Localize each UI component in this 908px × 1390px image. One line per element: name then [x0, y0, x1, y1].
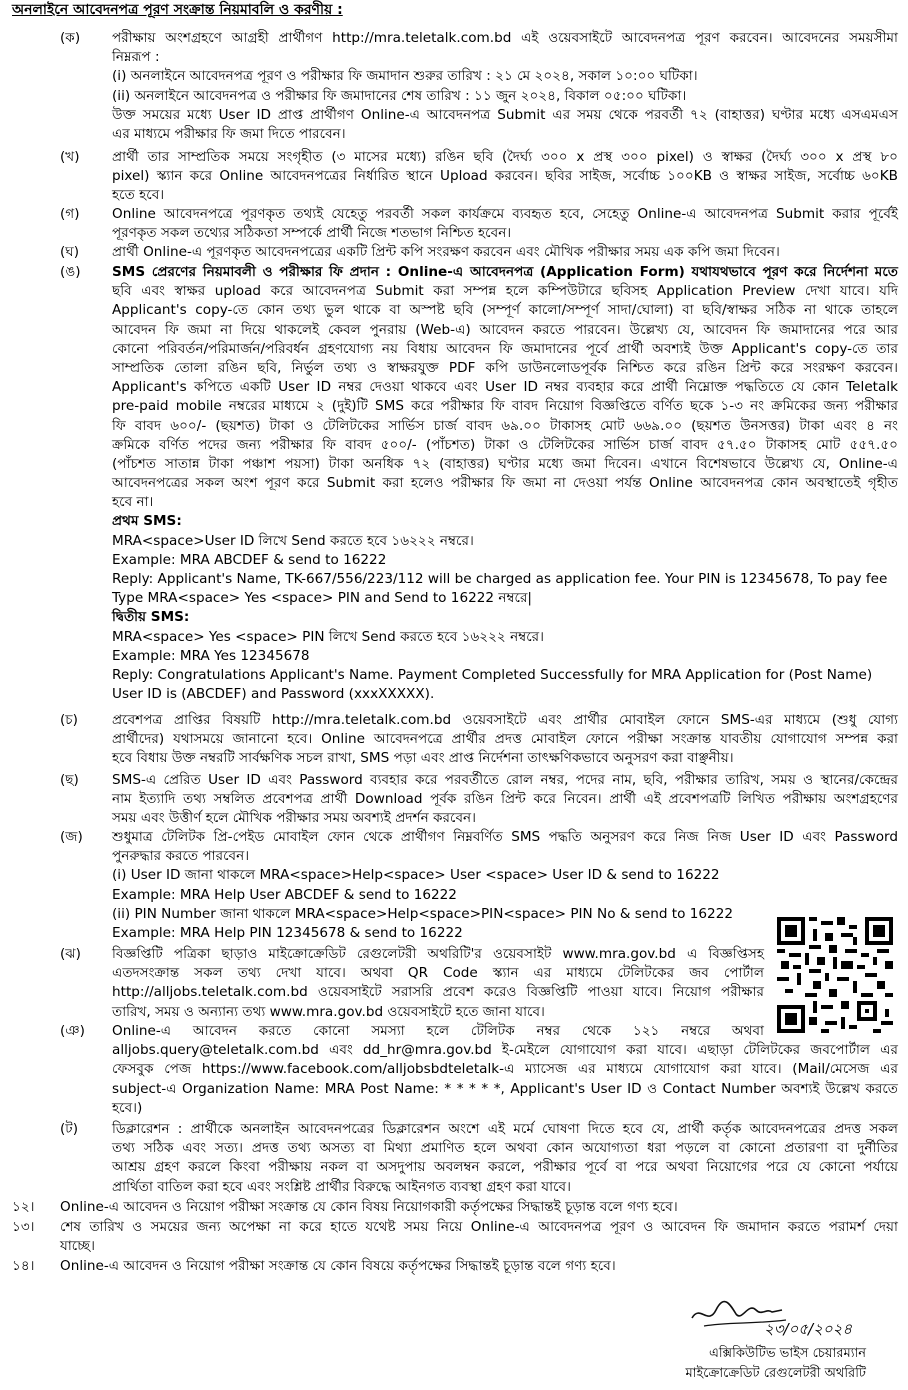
qr-code-icon[interactable]	[777, 917, 893, 1033]
section-body	[112, 29, 898, 144]
text-line: Online আবেদনপত্রে পূরণকৃত তথ্যই যেহেতু পরবর্তী সকল কার্যক্রমে ব্যবহৃত হবে, সেহেতু Online-এ আবেদনপত্র Submit করার পূর্বেই	[112, 206, 898, 222]
item-number: ১৩।	[12, 1219, 35, 1235]
section-label: (ক)	[60, 30, 81, 46]
section-body	[112, 205, 898, 243]
section-body	[112, 711, 898, 769]
text-line: শুধুমাত্র টেলিটক প্রি-পেইড মোবাইল ফোন থেকে প্রার্থীগণ নিম্নবর্ণিত SMS পদ্ধতি অনুসরণ করে নিজ নিজ User ID এবং Password	[112, 829, 898, 845]
text-line: যাচ্ছে।	[60, 1238, 95, 1255]
text-line: ছবি এবং স্বাক্ষর upload করে আবেদনপত্র Submit করা সম্পন্ন হলে কম্পিউটারে ছবিসহ Application Preview দেখা যাবে। যদি	[112, 283, 898, 300]
section-body	[112, 263, 898, 704]
text-line: বিজ্ঞপ্তিটি পত্রিকা ছাড়াও মাইক্রোক্রেডিট রেগুলেটরী অথরিটি'র ওয়েবসাইট www.mra.gov.bd এ বিজ্ঞপ্তিসহ	[112, 946, 764, 962]
section-label: (ঞ)	[60, 1023, 85, 1039]
text-line: পুনরুদ্ধার করতে পারবেন।	[112, 848, 250, 865]
text-line: কোনো পরিবর্তন/পরিমার্জন/পরিবর্ধন গ্রহণযোগ্য নয় বিধায় আবেদন ফি জমাদানের পূর্বে প্রার্থী অবশ্যই উক্ত Applicant's copy-তে তার	[112, 340, 898, 357]
text-line: subject-এ Organization Name: MRA Post Name: * * * * *, Applicant's User ID ও Contact Number অবশ্যই উল্লেখ করতে	[112, 1080, 898, 1097]
text-line: User ID is (ABCDEF) and Password (xxxXXXXX).	[112, 686, 435, 703]
text-line: Online-এ আবেদন করতে কোনো সমস্যা হলে টেলিটক নম্বর থেকে ১২১ নম্বরে অথবা	[112, 1023, 764, 1039]
text-line: এতদসংক্রান্ত সকল তথ্য দেখা যাবে। অথবা QR Code স্ক্যান এর মাধ্যমে টেলিটকের জব পোর্টাল	[112, 965, 764, 982]
text-line: MRA<space> Yes <space> PIN লিখে Send করতে হবে ১৬২২২ নম্বরে।	[112, 628, 545, 645]
text-line: Applicant's কপিতে একটি User ID নম্বর দেওয়া থাকবে এবং User ID নম্বর ব্যবহার করে প্রার্থী নিম্নোক্ত পদ্ধতিতে যে কোন Teletalk	[112, 379, 898, 396]
text-line: Online-এ আবেদন ও নিয়োগ পরীক্ষা সংক্রান্ত যে কোন বিষয়ে কর্তৃপক্ষের সিদ্ধান্তই চূড়ান্ত বলে গণ্য হবে।	[60, 1258, 616, 1274]
text-line: Type MRA<space> Yes <space> PIN and Send to 16222 নম্বরে|	[112, 590, 533, 607]
sms-title: প্রথম SMS:	[112, 513, 182, 530]
item-body	[60, 1257, 898, 1276]
text-line: উক্ত সময়ের মধ্যে User ID প্রাপ্ত প্রার্থীগণ Online-এ আবেদনপত্র Submit এর সময় থেকে পরবর্তী ৭২ (বাহাত্তর) ঘণ্টার মধ্যে এসএমএস	[112, 106, 898, 123]
text-line: পূরণকৃত সকল তথ্যের সঠিকতা সম্পর্কে প্রার্থী নিজে শতভাগ নিশ্চিত হবেন।	[112, 225, 512, 242]
section-body	[112, 1120, 898, 1197]
text-line: ফি বাবদ ৬০০/- (ছয়শত) টাকা ও টেলিটকের সার্ভিস চার্জ বাবদ ৬৯.০০ টাকাসহ মোট ৬৬৯.০০ (ছয়শত উনসত্তর) টাকা এবং ৪ নং	[112, 417, 898, 434]
text-line: তারিখ, সময় ও অন্যান্য তথ্য www.mra.gov.bd ওয়েবসাইটে হতে জানা যাবে।	[112, 1003, 545, 1020]
text-line: (i) অনলাইনে আবেদনপত্র পূরণ ও পরীক্ষার ফি জমাদান শুরুর তারিখ : ২১ মে ২০২৪, সকাল ১০:০০ ঘটিকা।	[112, 68, 698, 85]
text-line: (ii) অনলাইনে আবেদনপত্র ও পরীক্ষার ফি জমাদানের শেষ তারিখ : ১১ জুন ২০২৪, বিকাল ০৫:০০ ঘটিকা।	[112, 87, 687, 104]
text-line: Example: MRA Help PIN 12345678 & send to 16222	[112, 925, 463, 941]
text-line: প্রার্থী তার সাম্প্রতিক সময়ে সংগৃহীত (৩ মাসের মধ্যে) রঙিন ছবি (দৈর্ঘ্য ৩০০ x প্রস্থ ৩০০ pixel) ও স্বাক্ষর (দৈর্ঘ্য ৩০০ x প্রস্থ ৮০	[112, 149, 898, 165]
page-title: অনলাইনে আবেদনপত্র পূরণ সংক্রান্ত নিয়মাবলি ও করণীয় :	[12, 2, 343, 18]
text-line: হবে।)	[112, 1099, 143, 1116]
section-body	[112, 1022, 898, 1118]
text-line: SMS-এ প্রেরিত User ID এবং Password ব্যবহার করে পরবর্তীতে রোল নম্বর, পদের নাম, ছবি, পরীক্ষার তারিখ, সময় ও স্থানের/কেন্দ্রের	[112, 772, 898, 788]
section-label: (চ)	[60, 712, 78, 728]
text-line: হবে বিধায় উক্ত নম্বরটি সার্বক্ষণিক সচল রাখা, SMS পড়া এবং প্রাপ্ত নির্দেশনা তাৎক্ষণিকভাবে অনুসরণ করা বাঞ্ছনীয়।	[112, 750, 734, 767]
text-line: প্রার্থিতা বাতিল করা হবে এবং সংশ্লিষ্ট প্রার্থীর বিরুদ্ধে আইনগত ব্যবস্থা গ্রহণ করা যাবে।	[112, 1178, 571, 1195]
text-line: প্রবেশপত্র প্রাপ্তির বিষয়টি http://mra.teletalk.com.bd ওয়েবসাইটে এবং প্রার্থীর মোবাইল ফোনে SMS-এর মাধ্যমে (শুধু যোগ্য	[112, 712, 898, 728]
item-body	[60, 1218, 898, 1256]
text-line: (ii) PIN Number জানা থাকলে MRA<space>Help<space>PIN<space> PIN No & send to 16222	[112, 905, 733, 922]
text-line: SMS প্রেরণের নিয়মাবলী ও পরীক্ষার ফি প্রদান : Online-এ আবেদনপত্র (Application Form) যথাযথভাবে পূরণ করে নির্দেশনা মতে	[112, 264, 898, 280]
section-label: (ঝ)	[60, 946, 81, 962]
text-line: শেষ তারিখ ও সময়ের জন্য অপেক্ষা না করে হাতে যথেষ্ট সময় নিয়ে Online-এ আবেদনপত্র পূরণ ও আবেদন ফি জমাদান করতে পরামর্শ দেয়া	[60, 1219, 898, 1235]
section-label: (ঘ)	[60, 244, 80, 260]
text-line: Applicant's copy-তে কোন তথ্য ভুল থাকে বা অস্পষ্ট ছবি (সম্পূর্ণ কালো/সম্পূর্ণ সাদা/ঘোলা) বা ছবি/স্বাক্ষর সঠিক না থাকে তাহলে	[112, 302, 898, 319]
text-line: (i) User ID জানা থাকলে MRA<space>Help<space> User <space> User ID & send to 16222	[112, 867, 720, 884]
sms-title: দ্বিতীয় SMS:	[112, 609, 190, 626]
text-line: আবেদন ফি জমা না দিয়ে থাকলেই কেবল পুনরায় (Web-এ) আবেদন করতে পারবেন। উল্লেখ্য যে, আবেদন ফি জমাদানের পরে আর	[112, 321, 898, 338]
item-number: ১২।	[12, 1199, 35, 1215]
section-label: (ছ)	[60, 772, 79, 788]
section-label: (গ)	[60, 206, 80, 222]
section-label: (ঙ)	[60, 264, 81, 280]
item-body	[60, 1198, 898, 1217]
text-line: ফেসবুক পেজ https://www.facebook.com/alljobsbdteletalk-এ ম্যাসেজ এর মাধ্যমে যোগাযোগ করা যাবে। (Mail/মেসেজ এর	[112, 1061, 898, 1078]
signature-icon	[686, 1296, 853, 1340]
text-line: Online-এ আবেদন ও নিয়োগ পরীক্ষা সংক্রান্ত যে কোন বিষয় নিয়োগকারী কর্তৃপক্ষের সিদ্ধান্তই চূড়ান্ত বলে গণ্য হবে।	[60, 1199, 678, 1215]
text-line: MRA<space>User ID লিখে Send করতে হবে ১৬২২২ নম্বরে।	[112, 532, 474, 549]
text-line: প্রার্থীদের) যথাসময়ে জানানো হবে। Online আবেদনপত্রে প্রার্থীর প্রদত্ত মোবাইল ফোনে পরীক্ষা সংক্রান্ত যাবতীয় যোগাযোগ সম্পন্ন করা	[112, 731, 898, 748]
section-body	[112, 243, 898, 262]
text-line: আশ্রয় গ্রহণ করলে কিংবা পরীক্ষায় নকল বা অসদুপায় অবলম্বন করলে, পরীক্ষার পূর্বে বা পরে অথবা নিয়োগের পরে যে কোনো পর্যায়ে	[112, 1159, 898, 1176]
signatory-organization: মাইক্রোক্রেডিট রেগুলেটরী অথরিটি	[685, 1366, 866, 1381]
text-line: Example: MRA ABCDEF & send to 16222	[112, 551, 387, 568]
text-line: সাম্প্রতিক তোলা রঙিন ছবি, নির্ভুল তথ্য ও স্বাক্ষরযুক্ত PDF কপি ডাউনলোডপূর্বক নিশ্চিত করে রঙিন প্রিন্ট করে সংরক্ষণ করবেন।	[112, 359, 898, 376]
text-line: ডিক্লারেশন : প্রার্থীকে অনলাইন আবেদনপত্রের ডিক্লারেশন অংশে এই মর্মে ঘোষণা দিতে হবে যে, প্রার্থী কর্তৃক আবেদনপত্রের প্রদত্ত সকল	[112, 1121, 898, 1137]
section-body	[112, 148, 898, 206]
text-line: Reply: Applicant's Name, TK-667/556/223/112 will be charged as application fee. Your PIN is 12345678, To pay fee	[112, 571, 888, 588]
text-line: pixel) স্ক্যান করে Online আবেদনপত্রের নির্ধারিত স্থানে Upload করবেন। ছবির সাইজ, সর্বোচ্চ ১০০KB ও স্বাক্ষর সাইজ, সর্বোচ্চ ৬০KB	[112, 168, 898, 185]
text-line: হবে না।	[112, 494, 154, 511]
section-label: (জ)	[60, 829, 83, 845]
text-line: সময় এবং উত্তীর্ণ হলে মৌখিক পরীক্ষার সময় অবশ্যই প্রদর্শন করবেন।	[112, 810, 477, 827]
text-line: pre-paid mobile নম্বরের মাধ্যমে ২ (দুই)টি SMS করে পরীক্ষার ফি বাবদ নিয়োগ বিজ্ঞপ্তিতে বর্ণিত ছকে ১-৩ নং ক্রমিকের জন্য পরীক্ষার	[112, 398, 898, 415]
text-line: হতে হবে।	[112, 187, 165, 204]
signatory-designation: এক্সিকিউটিভ ভাইস চেয়ারম্যান	[708, 1346, 866, 1361]
text-line: Example: MRA Help User ABCDEF & send to 16222	[112, 886, 457, 903]
text-line: প্রার্থী Online-এ পূরণকৃত আবেদনপত্রের একটি প্রিন্ট কপি সংরক্ষণ করবেন এবং মৌখিক পরীক্ষার সময় এক কপি জমা দিবেন।	[112, 244, 780, 260]
text-line: (পাঁচশত সাতান্ন টাকা পঞ্চাশ পয়সা) টাকা অনধিক ৭২ (বাহাত্তর) ঘণ্টার মধ্যে জমা দিবেন। এখানে বিশেষভাবে উল্লেখ্য যে, Online-এ	[112, 455, 898, 472]
text-line: Reply: Congratulations Applicant's Name. Payment Completed Successfully for MRA Application for (Post Name)	[112, 667, 873, 684]
text-line: http://alljobs.teletalk.com.bd ওয়েবসাইটে সরাসরি প্রবেশ করেও বিজ্ঞপ্তিটি পাওয়া যাবে। নিয়োগ পরীক্ষার	[112, 984, 764, 1001]
text-line: Example: MRA Yes 12345678	[112, 647, 310, 664]
section-label: (ট)	[60, 1121, 79, 1137]
section-body	[112, 945, 764, 1022]
text-line: alljobs.query@teletalk.com.bd এবং dd_hr@mra.gov.bd ই-মেইলে যোগাযোগ করা যাবে। এছাড়া টেলিটকের জবপোর্টাল এর	[112, 1042, 898, 1059]
text-line: ক্রমিকে বর্ণিত পদের জন্য পরীক্ষার ফি বাবদ ৫০০/- (পাঁচশত) টাকা ও টেলিটকের সার্ভিস চার্জ বাবদ ৫৭.৫০ টাকাসহ মোট ৫৫৭.৫০	[112, 436, 898, 453]
text-line: এর মাধ্যমে পরীক্ষার ফি জমা দিতে পারবেন।	[112, 125, 346, 142]
text-line: তথ্য সঠিক এবং সত্য। প্রদত্ত তথ্য অসত্য বা মিথ্যা প্রমাণিত হলে অথবা কোন অযোগ্যতা ধরা পড়লে বা কোনো প্রতারণা বা দুর্নীতির	[112, 1140, 898, 1157]
section-label: (খ)	[60, 149, 80, 165]
text-line: পরীক্ষায় অংশগ্রহণে আগ্রহী প্রার্থীগণ http://mra.teletalk.com.bd এই ওয়েবসাইটে আবেদনপত্র পূরণ করবেন। আবেদনের সময়সীমা	[112, 30, 898, 46]
text-line: আবেদনপত্রের সকল অংশ পূরণ করে Submit করা হলেও পরীক্ষার ফি জমা না দেওয়া পর্যন্ত Online আবেদনপত্র কোন অবস্থাতেই গৃহীত	[112, 475, 898, 492]
text-line: নাম ইত্যাদি তথ্য সম্বলিত প্রবেশপত্র প্রার্থী Download পূর্বক রঙিন প্রিন্ট করে নিবেন। প্রার্থী এই প্রবেশপত্রটি লিখিত পরীক্ষায় অংশগ্রহণের	[112, 791, 898, 808]
item-number: ১৪।	[12, 1258, 35, 1274]
text-line: নিম্নরূপ :	[112, 49, 160, 66]
signature-date: ২৩/০৫/২০২৪	[764, 1320, 853, 1338]
section-body	[112, 771, 898, 829]
